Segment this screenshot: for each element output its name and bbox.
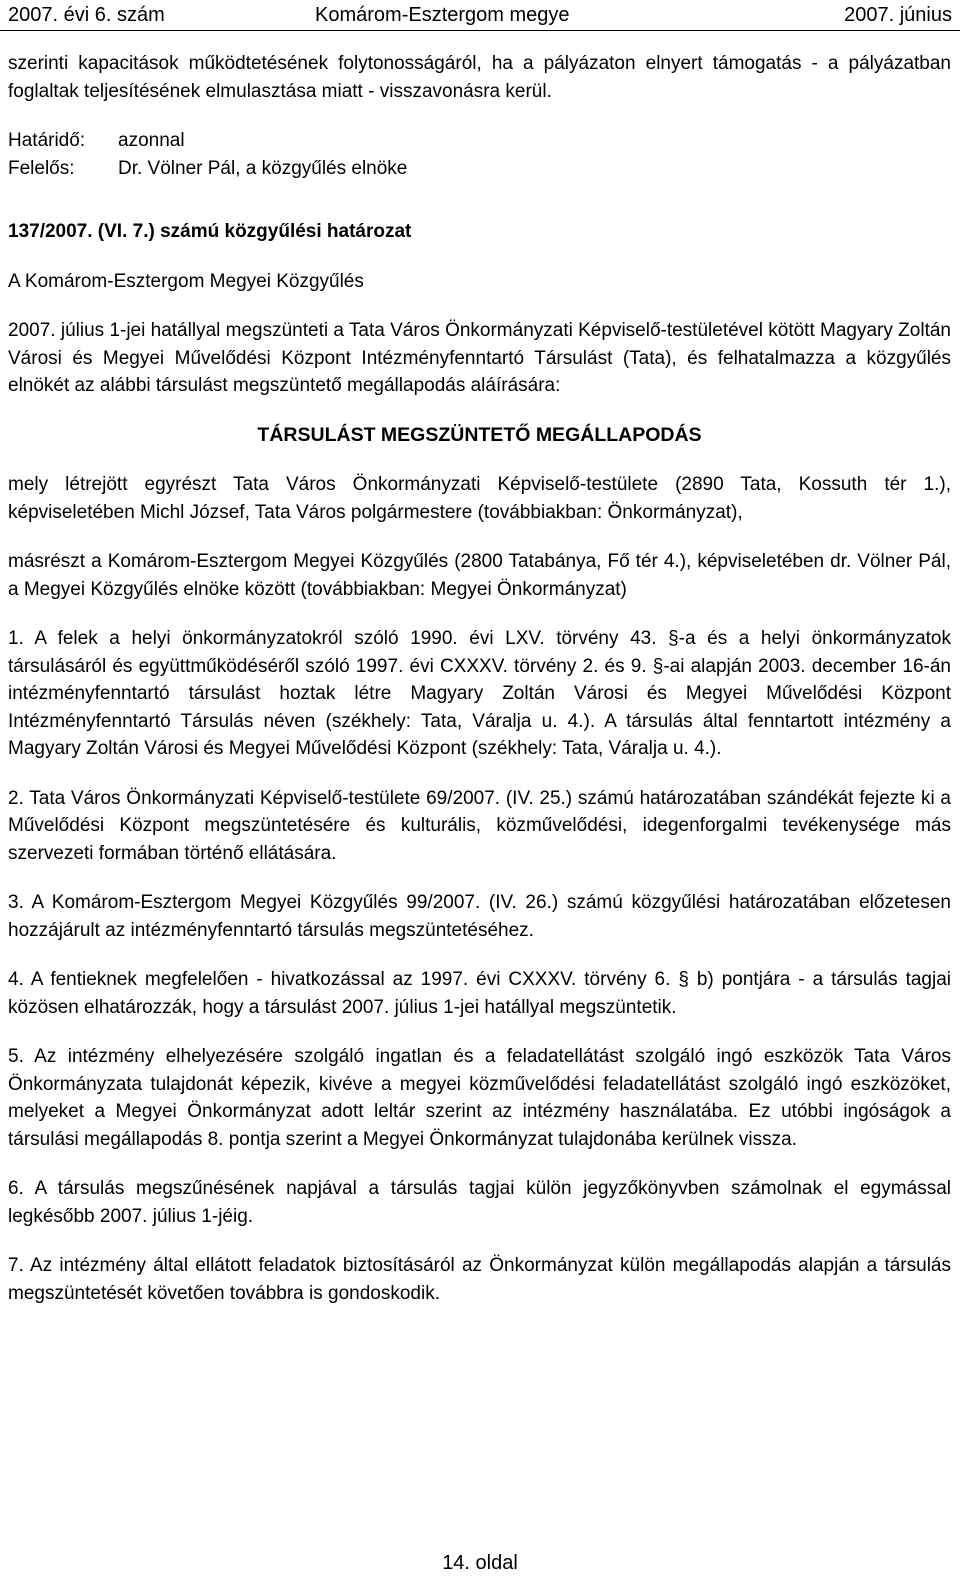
page-number: 14. oldal [442, 1552, 518, 1574]
deadline-label: Határidő: [8, 130, 86, 151]
point-6: 6. A társulás megszűnésének napjával a társulás tagjai külön jegyzőkönyvben számolnak el egymással legkésőbb 2007. július 1-jéig. [8, 1178, 951, 1227]
resolution-title: 137/2007. (VI. 7.) számú közgyűlési határozat [8, 221, 412, 242]
deadline-row [8, 127, 951, 155]
intro-paragraph: szerinti kapacitások működtetésének folytonosságáról, ha a pályázaton elnyert támogatás - a pályázatban foglaltak teljesítésének elmulasztása miatt - visszavonásra kerül. [8, 53, 951, 102]
assembly-name: A Komárom-Esztergom Megyei Közgyűlés [8, 270, 364, 292]
point-1: 1. A felek a helyi önkormányzatokról szóló 1990. évi LXV. törvény 43. §-a és a helyi önkormányzatok társulásáról és együttműködéséről szóló 1997. évi CXXXV. törvény 2. és 9. §-ai alapján 2003. december 16-án intézményfenntartó társulást hoztak létre Magyary Zoltán Városi és Megyei Művelődési Központ Intézményfenntartó Társulás néven (székhely: Tata, Váralja u. 4.). A társulás által fenntartott intézmény a Magyary Zoltán Városi és Megyei Művelődési Központ (székhely: Tata, Váralja u. 4.). [8, 628, 951, 759]
page-header [0, 0, 960, 31]
decision-paragraph: 2007. július 1-jei hatállyal megszünteti a Tata Város Önkormányzati Képviselő-testületével kötött Magyary Zoltán Városi és Megyei Művelődési Központ Intézményfenntartó Társulást (Tata), és felhatalmazza a közgyűlés elnökét az alábbi társulást megszüntető megállapodás aláírására: [8, 320, 951, 396]
header-issue: 2007. évi 6. szám [8, 4, 165, 26]
responsible-row [8, 155, 951, 183]
point-3: 3. A Komárom-Esztergom Megyei Közgyűlés 99/2007. (IV. 26.) számú közgyűlési határozatában előzetesen hozzájárult az intézményfenntartó társulás megszüntetéséhez. [8, 892, 951, 941]
header-date: 2007. június [844, 4, 952, 26]
point-4: 4. A fentieknek megfelelően - hivatkozással az 1997. évi CXXXV. törvény 6. § b) pontjára - a társulás tagjai közösen elhatározzák, hogy a társulást 2007. július 1-jei hatállyal megszüntetik. [8, 969, 951, 1018]
point-7: 7. Az intézmény által ellátott feladatok biztosításáról az Önkormányzat külön megállapodás alapján a társulás megszüntetését követően továbbra is gondoskodik. [8, 1255, 951, 1304]
party-one-paragraph: mely létrejött egyrészt Tata Város Önkormányzati Képviselő-testülete (2890 Tata, Kossuth tér 1.), képviseletében Michl József, Tata Város polgármestere (továbbiakban: Önkormányzat), [8, 474, 951, 523]
agreement-title: TÁRSULÁST MEGSZÜNTETŐ MEGÁLLAPODÁS [257, 423, 702, 446]
responsible-value: Dr. Völner Pál, a közgyűlés elnöke [118, 157, 408, 179]
header-county: Komárom-Esztergom megye [315, 4, 570, 26]
deadline-value: azonnal [118, 130, 185, 151]
point-2: 2. Tata Város Önkormányzati Képviselő-testülete 69/2007. (IV. 25.) számú határozatában szándékát fejezte ki a Művelődési Központ megszüntetésére és kulturális, közművelődési, idegenforgalmi tevékenysége más szervezeti formában történő ellátására. [8, 787, 951, 864]
party-two-paragraph: másrészt a Komárom-Esztergom Megyei Közgyűlés (2800 Tatabánya, Fő tér 4.), képviseletében dr. Völner Pál, a Megyei Közgyűlés elnöke között (továbbiakban: Megyei Önkormányzat) [8, 551, 951, 600]
page-content [8, 50, 951, 1307]
point-5: 5. Az intézmény elhelyezésére szolgáló ingatlan és a feladatellátást szolgáló ingó eszközök Tata Város Önkormányzata tulajdonát képezik, kivéve a megyei közművelődési feladatellátást szolgáló ingó eszközöket, melyeket a Megyei Önkormányzat adott leltár szerint az intézmény használatába. Ez utóbbi ingóságok a társulási megállapodás 8. pontja szerint a Megyei Önkormányzat tulajdonába kerülnek vissza. [8, 1046, 951, 1150]
responsible-label: Felelős: [8, 157, 75, 179]
